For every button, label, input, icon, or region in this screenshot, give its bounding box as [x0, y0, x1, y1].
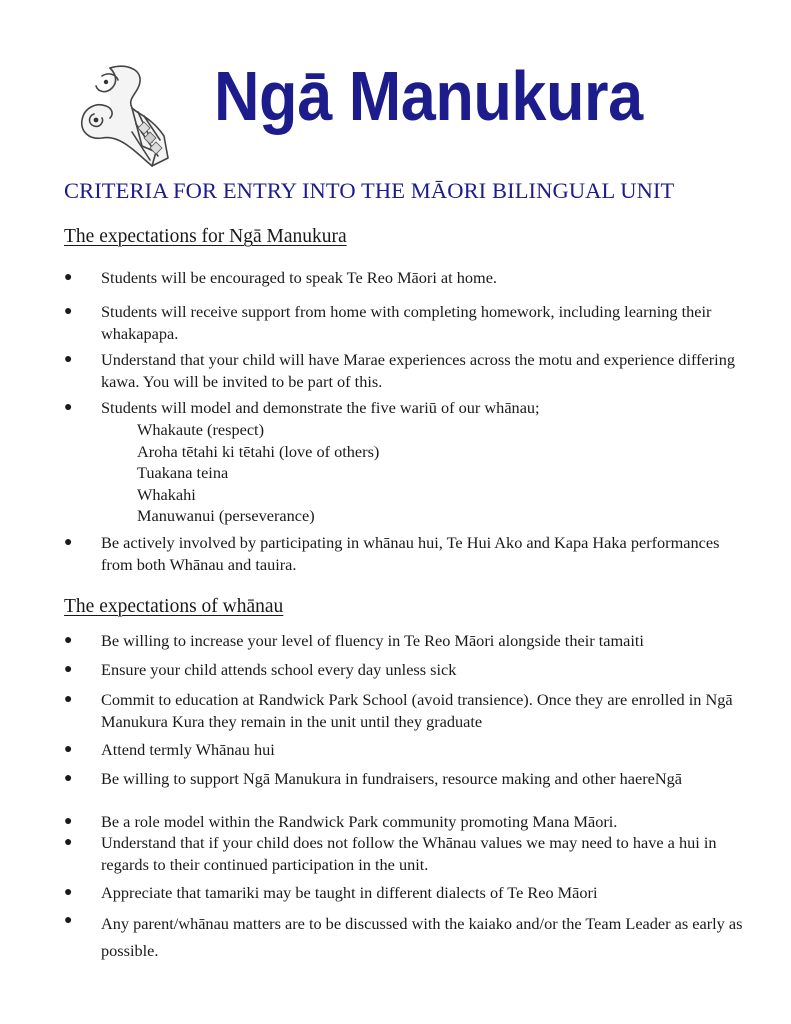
bullet-icon: ●	[64, 692, 73, 707]
bullet-icon: ●	[64, 835, 73, 850]
list-item-text: Students will receive support from home with completing homework, including learning their whakapapa.	[101, 302, 712, 343]
bullet-icon: ●	[64, 270, 73, 285]
list-item-text: Appreciate that tamariki may be taught in different dialects of Te Reo Māori	[101, 883, 598, 902]
list-item-text: Commit to education at Randwick Park School (avoid transience). Once they are enrolled in Ngā Manukura Kura they remain in the unit until they graduate	[101, 690, 733, 731]
list-item-text: Be actively involved by participating in whānau hui, Te Hui Ako and Kapa Haka performances from both Whānau and tauira.	[101, 533, 720, 574]
value-item: Whakaute (respect)	[137, 420, 265, 439]
list-item-text: Ensure your child attends school every day unless sick	[101, 660, 457, 679]
value-item: Tuakana teina	[137, 463, 229, 482]
bullet-icon: ●	[64, 814, 73, 829]
bullet-icon: ●	[64, 885, 73, 900]
list-item-text: Understand that your child will have Marae experiences across the motu and experience differing kawa. You will be invited to be part of this.	[101, 350, 735, 391]
bullet-icon: ●	[64, 742, 73, 757]
list-item-text: Any parent/whānau matters are to be discussed with the kaiako and/or the Team Leader as early as possible.	[101, 914, 743, 960]
page-title: Ngā Manukura	[214, 57, 643, 135]
bullet-icon: ●	[64, 913, 73, 928]
section-heading-whanau: The expectations of whānau	[64, 596, 284, 617]
list-item-text: Be willing to support Ngā Manukura in fundraisers, resource making and other haereNgā	[101, 769, 682, 788]
page-subtitle: CRITERIA FOR ENTRY INTO THE MĀORI BILINGUAL UNIT	[64, 178, 675, 203]
list-item-text: Attend termly Whānau hui	[101, 740, 275, 759]
bullet-icon: ●	[64, 535, 73, 550]
bullet-icon: ●	[64, 771, 73, 786]
list-item-text: Students will be encouraged to speak Te Reo Māori at home.	[101, 268, 497, 287]
list-item-text: Be a role model within the Randwick Park community promoting Mana Māori.	[101, 812, 618, 831]
bullet-icon: ●	[64, 352, 73, 367]
value-item: Manuwanui (perseverance)	[137, 506, 315, 525]
value-item: Aroha tētahi ki tētahi (love of others)	[137, 442, 380, 461]
bullet-icon: ●	[64, 304, 73, 319]
section-heading-nga-manukura: The expectations for Ngā Manukura	[64, 226, 347, 247]
list-item-text: Understand that if your child does not follow the Whānau values we may need to have a hui in regards to their continued participation in the unit.	[101, 833, 717, 874]
manaia-carving-icon	[72, 62, 172, 170]
value-item: Whakahi	[137, 485, 196, 504]
bullet-icon: ●	[64, 662, 73, 677]
bullet-icon: ●	[64, 400, 73, 415]
list-item-text: Be willing to increase your level of fluency in Te Reo Māori alongside their tamaiti	[101, 631, 644, 650]
list-item-text: Students will model and demonstrate the five wariū of our whānau;	[101, 398, 540, 417]
bullet-icon: ●	[64, 633, 73, 648]
